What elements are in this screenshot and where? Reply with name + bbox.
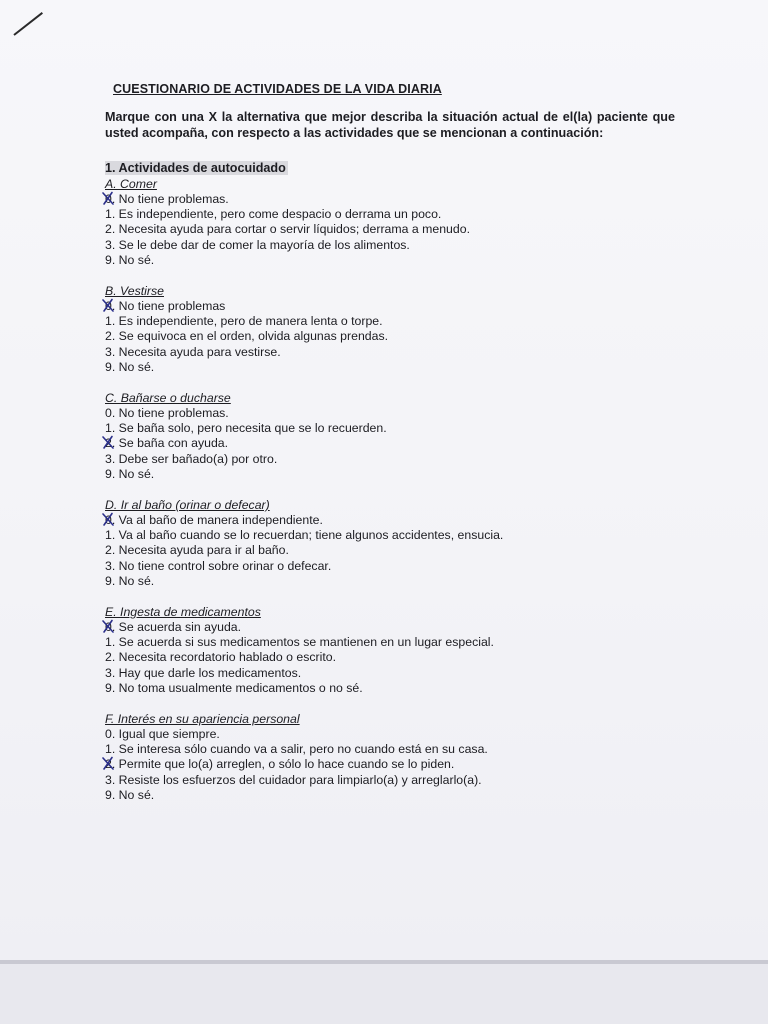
question-group (105, 177, 675, 268)
answer-option-label: 2. Permite que lo(a) arreglen, o sólo lo hace cuando se lo piden. (105, 757, 455, 772)
answer-option[interactable] (105, 329, 675, 344)
answer-option-label: 0. Se acuerda sin ayuda. (105, 620, 242, 635)
answer-option-label: 9. No sé. (105, 359, 155, 374)
question-title: B. Vestirse (105, 284, 164, 299)
answer-option[interactable] (105, 207, 675, 222)
answer-option-label: 9. No sé. (105, 573, 155, 588)
answer-option-label: 1. Es independiente, pero de manera lenta o torpe. (105, 314, 383, 329)
answer-option[interactable] (105, 421, 675, 436)
answer-option-label: 1. Se baña solo, pero necesita que se lo recuerden. (105, 421, 387, 436)
answer-option-label: 2. Necesita ayuda para ir al baño. (105, 543, 289, 558)
answer-option[interactable] (105, 773, 675, 788)
answer-option[interactable] (105, 681, 675, 696)
answer-option-label: 3. Necesita ayuda para vestirse. (105, 344, 281, 359)
answer-option-label: 3. Hay que darle los medicamentos. (105, 665, 302, 680)
answer-option[interactable] (105, 406, 675, 421)
answer-option[interactable] (105, 192, 675, 207)
answer-option[interactable] (105, 436, 675, 451)
answer-option-label: 1. Es independiente, pero come despacio o derrama un poco. (105, 207, 442, 222)
answer-option-label: 0. No tiene problemas (105, 299, 226, 314)
question-group (105, 605, 675, 696)
answer-option[interactable] (105, 620, 675, 635)
answer-option[interactable] (105, 574, 675, 589)
questionnaire (105, 82, 675, 803)
question-title: C. Bañarse o ducharse (105, 391, 231, 406)
answer-option[interactable] (105, 253, 675, 268)
answer-option-label: 0. Va al baño de manera independiente. (105, 513, 323, 528)
question-title: A. Comer (105, 177, 157, 191)
answer-option-label: 2. Se baña con ayuda. (105, 436, 229, 451)
answer-option-label: 2. Se equivoca en el orden, olvida algunas prendas. (105, 329, 389, 344)
section-title: 1. Actividades de autocuidado (105, 161, 286, 175)
answer-option[interactable] (105, 238, 675, 253)
question-group (105, 712, 675, 803)
document-title: CUESTIONARIO DE ACTIVIDADES DE LA VIDA DIARIA (113, 82, 442, 96)
answer-option-label: 0. No tiene problemas. (105, 406, 229, 421)
question-title: F. Interés en su apariencia personal (105, 712, 300, 727)
answer-option-label: 1. Se interesa sólo cuando va a salir, pero no cuando está en su casa. (105, 742, 488, 757)
answer-option-label: 0. No tiene problemas. (105, 192, 229, 206)
answer-option-label: 0. Igual que siempre. (105, 727, 220, 742)
answer-option-label: 1. Va al baño cuando se lo recuerdan; tiene algunos accidentes, ensucia. (105, 528, 504, 543)
question-group (105, 284, 675, 375)
answer-option[interactable] (105, 513, 675, 528)
answer-option-label: 9. No toma usualmente medicamentos o no sé. (105, 680, 363, 695)
answer-option[interactable] (105, 314, 675, 329)
answer-option[interactable] (105, 559, 675, 574)
question-group (105, 498, 675, 589)
answer-option[interactable] (105, 757, 675, 772)
answer-option[interactable] (105, 345, 675, 360)
answer-option-label: 3. Resiste los esfuerzos del cuidador para limpiarlo(a) y arreglarlo(a). (105, 772, 482, 787)
answer-option[interactable] (105, 727, 675, 742)
answer-option[interactable] (105, 650, 675, 665)
answer-option-label: 9. No sé. (105, 252, 155, 267)
answer-option-label: 2. Necesita recordatorio hablado o escrito. (105, 650, 337, 665)
question-title: D. Ir al baño (orinar o defecar) (105, 498, 270, 513)
instructions-text: Marque con una X la alternativa que mejor describa la situación actual de el(la) paciente que usted acompaña, con respecto a las actividades que se mencionan a continuación: (105, 110, 675, 140)
answer-option-label: 9. No sé. (105, 787, 155, 802)
answer-option[interactable] (105, 467, 675, 482)
question-title: E. Ingesta de medicamentos (105, 605, 261, 620)
scanner-background (0, 964, 768, 1024)
answer-option[interactable] (105, 635, 675, 650)
answer-option[interactable] (105, 222, 675, 237)
answer-option-label: 3. Se le debe dar de comer la mayoría de los alimentos. (105, 237, 410, 252)
answer-option[interactable] (105, 543, 675, 558)
answer-option-label: 3. No tiene control sobre orinar o defecar. (105, 558, 332, 573)
answer-option[interactable] (105, 299, 675, 314)
answer-option[interactable] (105, 666, 675, 681)
answer-option[interactable] (105, 742, 675, 757)
question-groups (105, 177, 675, 803)
answer-option-label: 9. No sé. (105, 466, 155, 481)
answer-option-label: 2. Necesita ayuda para cortar o servir líquidos; derrama a menudo. (105, 222, 470, 237)
answer-option-label: 1. Se acuerda si sus medicamentos se mantienen en un lugar especial. (105, 635, 494, 650)
answer-option[interactable] (105, 360, 675, 375)
answer-option[interactable] (105, 788, 675, 803)
answer-option-label: 3. Debe ser bañado(a) por otro. (105, 451, 278, 466)
question-group (105, 391, 675, 482)
answer-option[interactable] (105, 528, 675, 543)
answer-option[interactable] (105, 452, 675, 467)
